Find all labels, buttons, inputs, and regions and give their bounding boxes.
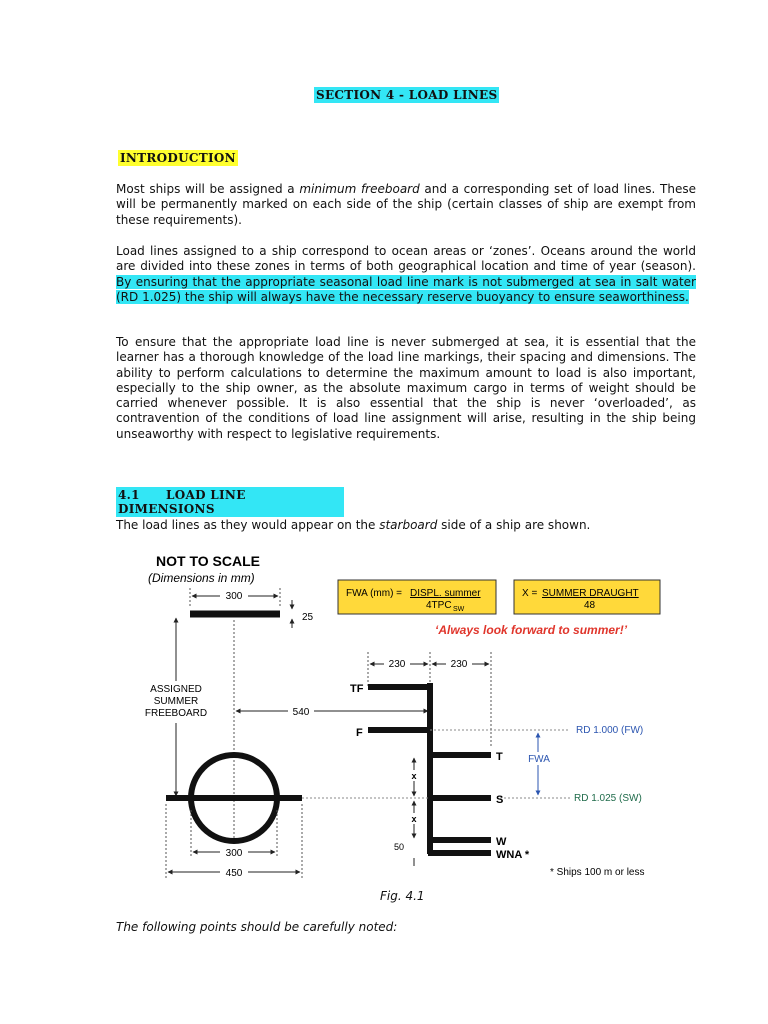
- highlighted-text: By ensuring that the appropriate seasonal load line mark is not submerged at sea in salt water (RD 1.025) the ship will always have the necessary reserve buoyancy to ensure seaworthiness.: [116, 274, 696, 304]
- dim-300-bottom: 300: [225, 848, 243, 859]
- page-title: SECTION 4 - LOAD LINES: [316, 88, 498, 102]
- dim-230-a: 230: [388, 659, 406, 670]
- footnote: * Ships 100 m or less: [550, 867, 645, 878]
- dim-540: 540: [292, 707, 310, 718]
- text-run: Most ships will be assigned a: [116, 182, 300, 196]
- rd-fw-label: RD 1.000 (FW): [576, 725, 644, 736]
- fwa-formula-denominator: 4TPC: [426, 600, 452, 611]
- points-intro: The following points should be carefully noted:: [116, 920, 398, 934]
- text-run: side of a ship are shown.: [437, 518, 591, 532]
- dim-300-top: 300: [225, 591, 243, 602]
- intro-paragraph-1: [116, 182, 696, 228]
- dim-450: 450: [225, 868, 243, 879]
- text-run: and a corresponding set of load lines. These will be permanently marked on each side of the ship (certain classes of ship are exempt from these requirements).: [116, 182, 696, 227]
- intro-heading: INTRODUCTION: [120, 151, 236, 165]
- mark-f-label: F: [356, 727, 363, 739]
- section-title: LOAD LINE DIMENSIONS: [118, 488, 246, 516]
- mark-w-label: W: [496, 836, 507, 848]
- dim-x-upper: x: [411, 771, 417, 781]
- intro-paragraph-3: To ensure that the appropriate load line is never submerged at sea, it is essential that the learner has a thorough knowledge of the load line markings, their spacing and dimensions. The ability to perform calculations to determine the maximum amount to load is also important, especially to the ship owner, as the absolute maximum cargo in terms of weight should be carried whenever possible. It is also essential that the ship is never ‘overloaded’, as contravention of the conditions of load line assignment will arise, resulting in the ship being unseaworthy with respect to legislative requirements.: [116, 335, 696, 441]
- slogan: ‘Always look forward to summer!’: [435, 623, 628, 637]
- fwa-formula-lhs: FWA (mm) =: [346, 588, 403, 599]
- dim-50: 50: [394, 842, 405, 852]
- fwa-label: FWA: [528, 754, 550, 765]
- mark-t-label: T: [496, 751, 503, 763]
- intro-paragraph-2: [116, 244, 696, 305]
- text-run: The load lines as they would appear on the: [116, 518, 380, 532]
- dim-230-b: 230: [450, 659, 468, 670]
- mark-wna-label: WNA *: [496, 849, 530, 861]
- assigned-label-line2: SUMMER: [153, 696, 199, 707]
- load-line-diagram: [130, 548, 690, 888]
- x-formula-lhs: X =: [522, 588, 538, 599]
- not-to-scale-label: NOT TO SCALE: [156, 553, 260, 569]
- section-heading: [116, 487, 344, 517]
- section-paragraph: [116, 518, 696, 533]
- rd-sw-label: RD 1.025 (SW): [574, 793, 642, 804]
- assigned-label-line3: FREEBOARD: [144, 708, 208, 719]
- dimensions-note: (Dimensions in mm): [148, 571, 255, 585]
- dim-25: 25: [302, 612, 314, 623]
- figure-caption: Fig. 4.1: [380, 889, 425, 903]
- section-number: 4.1: [118, 488, 140, 502]
- assigned-label-line1: ASSIGNED: [150, 684, 202, 695]
- x-formula-denominator: 48: [584, 600, 596, 611]
- fwa-formula-subscript: SW: [453, 606, 465, 613]
- dim-x-lower: x: [411, 814, 417, 824]
- x-formula-numerator: SUMMER DRAUGHT: [542, 588, 639, 599]
- text-run: Load lines assigned to a ship correspond to ocean areas or ‘zones’. Oceans around the world are divided into these zones in terms of both geographical location and time of year (season).: [116, 244, 696, 274]
- fwa-formula-numerator: DISPL. summer: [410, 588, 481, 599]
- emphasis-starboard: starboard: [379, 518, 438, 532]
- mark-tf-label: TF: [350, 683, 364, 695]
- emphasis-minimum-freeboard: minimum freeboard: [299, 182, 420, 196]
- mark-s-label: S: [496, 794, 504, 806]
